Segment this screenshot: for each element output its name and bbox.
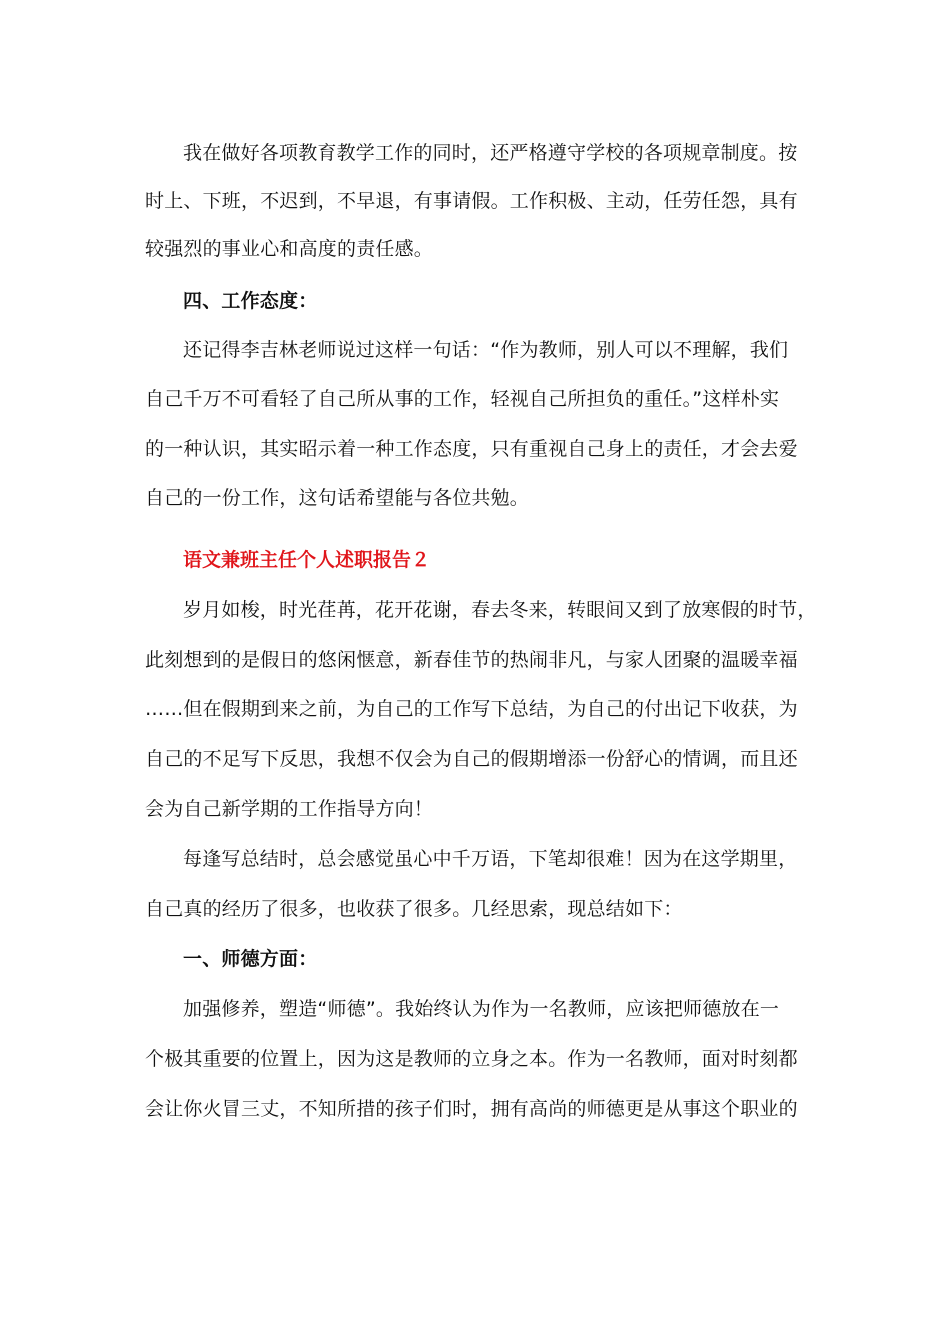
- paragraph-line: 会让你火冒三丈，不知所措的孩子们时，拥有高尚的师德更是从事这个职业的: [145, 1098, 798, 1120]
- paragraph-line: 加强修养，塑造“师德”。我始终认为作为一名教师，应该把师德放在一: [183, 998, 780, 1020]
- paragraph-line: 会为自己新学期的工作指导方向！: [145, 798, 434, 820]
- paragraph-line: 自己的不足写下反思，我想不仅会为自己的假期增添一份舒心的情调，而且还: [145, 748, 798, 770]
- section-heading-teacher-ethics: 一、师德方面：: [183, 948, 318, 970]
- paragraph-line: 还记得李吉林老师说过这样一句话：“作为教师，别人可以不理解，我们: [183, 339, 789, 361]
- paragraph-line: 较强烈的事业心和高度的责任感。: [145, 238, 434, 260]
- paragraph-line: 自己真的经历了很多，也收获了很多。几经思索，现总结如下：: [145, 898, 683, 920]
- paragraph-line: ……但在假期到来之前，为自己的工作写下总结，为自己的付出记下收获，为: [145, 698, 798, 720]
- paragraph-line: 此刻想到的是假日的悠闲惬意，新春佳节的热闹非凡，与家人团聚的温暖幸福: [145, 649, 798, 671]
- report-title: 语文兼班主任个人述职报告２: [183, 549, 431, 571]
- paragraph-line: 时上、下班，不迟到，不早退，有事请假。工作积极、主动，任劳任怨，具有: [145, 190, 798, 212]
- paragraph-line: 岁月如梭，时光荏苒，花开花谢，春去冬来，转眼间又到了放寒假的时节，: [183, 599, 817, 621]
- paragraph-line: 自己千万不可看轻了自己所从事的工作，轻视自己所担负的重任。”这样朴实: [145, 388, 780, 410]
- paragraph-line: 的一种认识，其实昭示着一种工作态度，只有重视自己身上的责任，才会去爱: [145, 438, 798, 460]
- paragraph-line: 每逢写总结时，总会感觉虽心中千万语，下笔却很难！因为在这学期里，: [183, 848, 798, 870]
- paragraph-line: 个极其重要的位置上，因为这是教师的立身之本。作为一名教师，面对时刻都: [145, 1048, 798, 1070]
- section-heading-work-attitude: 四、工作态度：: [183, 290, 318, 312]
- paragraph-line: 自己的一份工作，这句话希望能与各位共勉。: [145, 487, 530, 509]
- paragraph-line: 我在做好各项教育教学工作的同时，还严格遵守学校的各项规章制度。按: [183, 142, 798, 164]
